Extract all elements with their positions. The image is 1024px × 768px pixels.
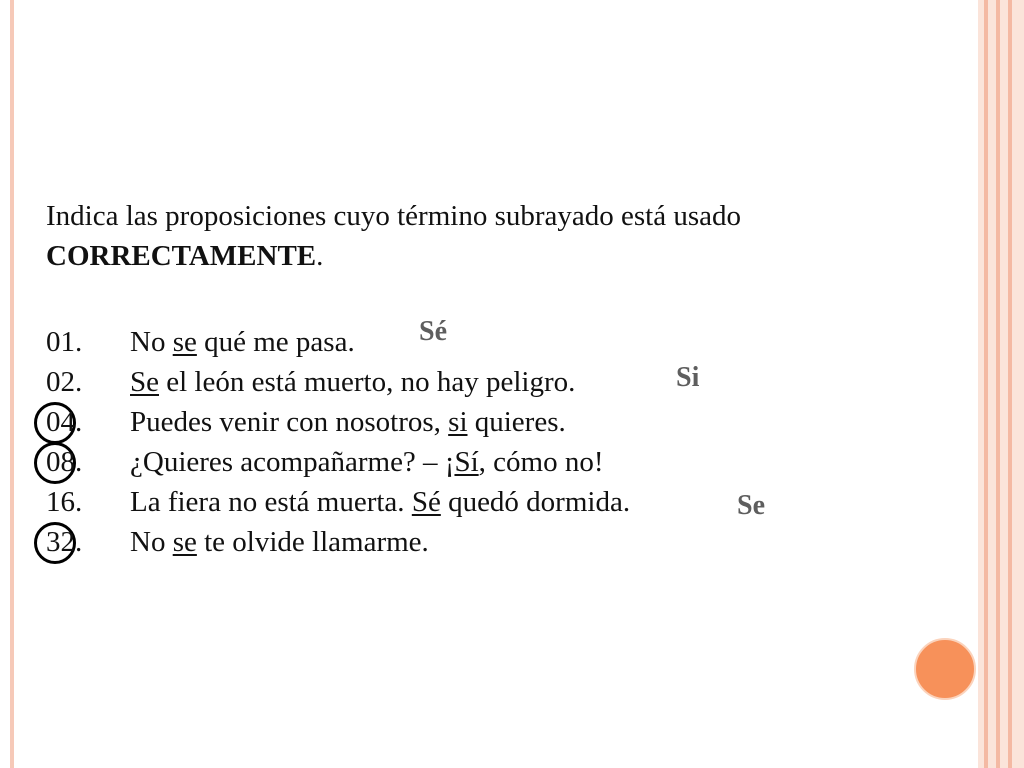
underlined-term: Sé — [411, 486, 441, 518]
frame-left-line — [10, 0, 14, 768]
correction-02: Si — [676, 362, 700, 393]
title-line: Indica las proposiciones cuyo término subrayado está usado — [46, 200, 742, 232]
decorative-dot — [914, 638, 976, 700]
item-text: ¿Quieres acompañarme? – ¡Sí, cómo no! — [130, 446, 604, 478]
item-text: La fiera no está muerta. Sé quedó dormida. — [130, 486, 631, 518]
correction-16: Se — [737, 490, 765, 521]
underlined-term: Sí — [454, 446, 479, 478]
correction-01: Sé — [419, 316, 447, 347]
item-number: 04. — [46, 406, 83, 438]
item-number: 32. — [46, 526, 83, 558]
underlined-term: Se — [130, 366, 159, 398]
item-number: 02. — [46, 366, 83, 398]
item-text: No se te olvide llamarme. — [130, 526, 429, 558]
item-number: 08. — [46, 446, 83, 478]
item-text: No se qué me pasa. — [130, 326, 355, 358]
title-period: . — [316, 240, 324, 272]
item-text: Se el león está muerto, no hay peligro. — [130, 366, 576, 398]
frame-right-line — [1008, 0, 1012, 768]
item-text: Puedes venir con nosotros, si quieres. — [130, 406, 566, 438]
slide-content — [46, 196, 946, 558]
frame-right-line — [984, 0, 988, 768]
item-number: 01. — [46, 326, 83, 358]
underlined-term: se — [172, 326, 197, 358]
underlined-term: si — [448, 406, 468, 438]
item-number: 16. — [46, 486, 83, 518]
title-emphasis: CORRECTAMENTE — [46, 240, 317, 272]
slide-title — [46, 196, 946, 276]
underlined-term: se — [172, 526, 197, 558]
frame-right-line — [996, 0, 1000, 768]
